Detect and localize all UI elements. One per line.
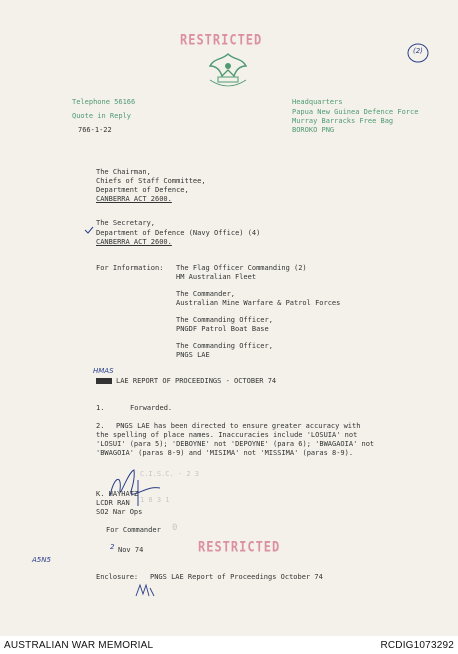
hq-line-4: BOROKO PNG bbox=[292, 126, 335, 134]
quote-line: Quote in Reply bbox=[72, 112, 132, 120]
signatory-name: K. HAYHATZ bbox=[96, 490, 139, 498]
info-1-line-2: HM Australian Fleet bbox=[176, 273, 257, 281]
para2-line-3: 'LOSUI' (para 5); 'DEBOYNE' not 'DEPOYNE' (para 6); 'BWAGAOIA' not bbox=[96, 440, 375, 448]
subject-line: LAE REPORT OF PROCEEDINGS - OCTOBER 74 bbox=[116, 377, 277, 385]
pngdf-crest-icon bbox=[204, 50, 252, 90]
telephone-line: Telephone 56166 bbox=[72, 98, 136, 106]
addressee2-line-1: The Secretary, bbox=[96, 219, 156, 227]
for-commander: For Commander bbox=[106, 526, 161, 534]
addressee1-line-4: CANBERRA ACT 2600. bbox=[96, 195, 172, 203]
para2-line-2: the spelling of place names. Inaccuracies include 'LOSUIA' not bbox=[96, 431, 358, 439]
info-2-line-2: Australian Mine Warfare & Patrol Forces bbox=[176, 299, 341, 307]
handwritten-hmas: HMAS bbox=[93, 367, 114, 375]
signature-date: Nov 74 bbox=[118, 546, 144, 554]
addressee2-line-3: CANBERRA ACT 2600. bbox=[96, 238, 172, 246]
info-label: For Information: bbox=[96, 264, 164, 272]
hq-line-3: Murray Barracks Free Bag bbox=[292, 117, 394, 125]
para1-number: 1. bbox=[96, 404, 105, 412]
handwritten-margin-note: A5N5 bbox=[32, 556, 51, 564]
info-3-line-2: PNGDF Patrol Boat Base bbox=[176, 325, 269, 333]
handwritten-circle-label: (2) bbox=[413, 47, 423, 55]
tick-mark-icon bbox=[84, 226, 94, 234]
para1-text: Forwarded. bbox=[130, 404, 173, 412]
footer-archive-name: AUSTRALIAN WAR MEMORIAL bbox=[4, 640, 154, 651]
enclosure-text: PNGS LAE Report of Proceedings October 74 bbox=[150, 573, 323, 581]
restricted-stamp-top: RESTRICTED bbox=[180, 31, 263, 49]
faint-stamp-3: 0 bbox=[172, 523, 178, 533]
handwritten-initials-icon bbox=[134, 582, 156, 600]
info-3-line-1: The Commanding Officer, bbox=[176, 316, 273, 324]
signatory-rank: LCDR RAN bbox=[96, 499, 130, 507]
struck-out-text bbox=[96, 378, 112, 384]
reference-number: 766-1-22 bbox=[78, 126, 112, 134]
para2-line-4: 'BWAGOIA' (paras 8-9) and 'MISIMA' not 'MISSIMA' (paras 8-9). bbox=[96, 449, 354, 457]
info-2-line-1: The Commander, bbox=[176, 290, 236, 298]
restricted-stamp-bottom: RESTRICTED bbox=[198, 538, 281, 556]
handwritten-date: 2 bbox=[110, 543, 115, 551]
addressee2-line-2: Department of Defence (Navy Office) (4) bbox=[96, 229, 261, 237]
signatory-role: SO2 Nar Ops bbox=[96, 508, 143, 516]
enclosure-label: Enclosure: bbox=[96, 573, 139, 581]
para2-number: 2. bbox=[96, 422, 105, 430]
info-1-line-1: The Flag Officer Commanding (2) bbox=[176, 264, 307, 272]
hq-line-1: Headquarters bbox=[292, 98, 343, 106]
faint-stamp-2: 1 8 3 1 bbox=[140, 496, 170, 504]
addressee1-line-1: The Chairman, bbox=[96, 168, 151, 176]
info-4-line-2: PNGS LAE bbox=[176, 351, 210, 359]
footer-record-id: RCDIG1073292 bbox=[380, 640, 454, 651]
faint-stamp-1: C.I.S.C. - 2 3 bbox=[140, 470, 200, 478]
addressee1-line-3: Department of Defence, bbox=[96, 186, 189, 194]
para2-line-1: PNGS LAE has been directed to ensure greater accuracy with bbox=[116, 422, 361, 430]
hq-line-2: Papua New Guinea Defence Force bbox=[292, 108, 419, 116]
addressee1-line-2: Chiefs of Staff Committee, bbox=[96, 177, 206, 185]
info-4-line-1: The Commanding Officer, bbox=[176, 342, 273, 350]
